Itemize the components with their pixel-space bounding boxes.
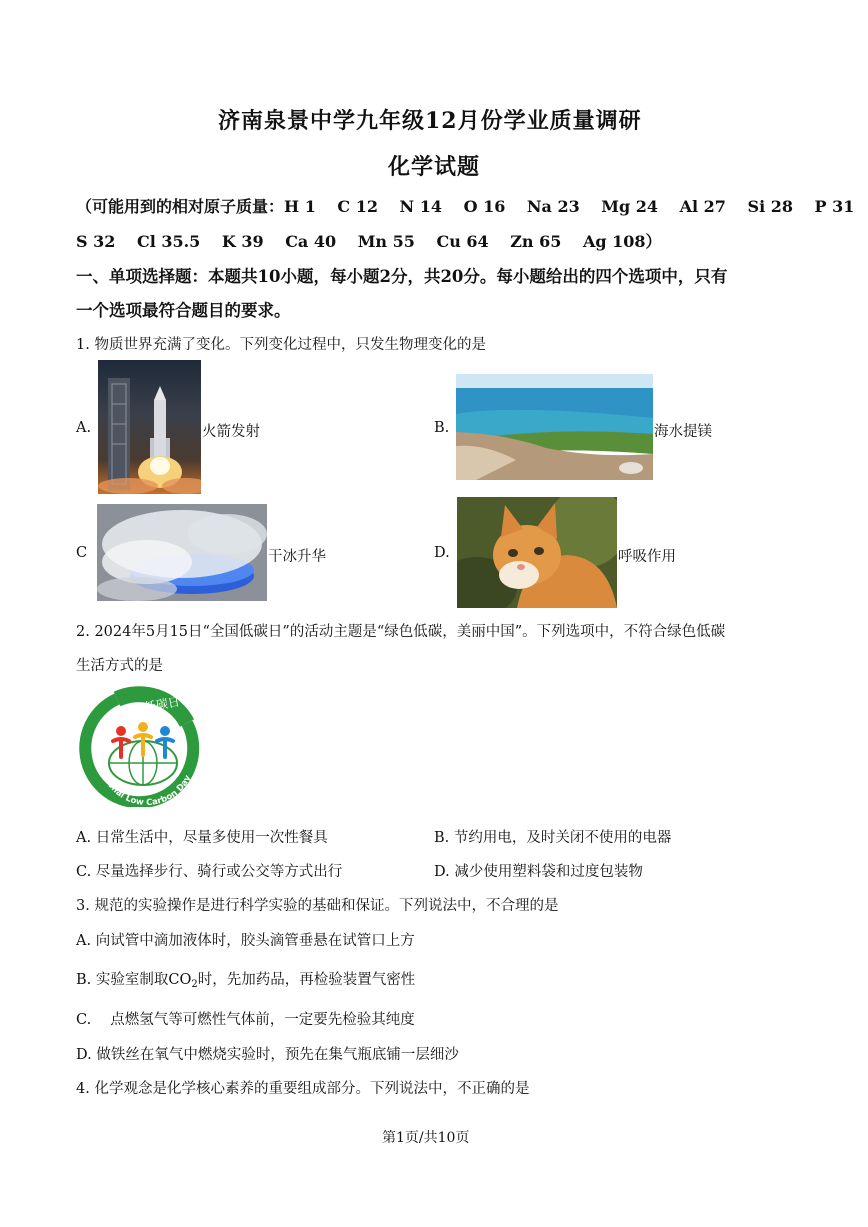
q1-stem: 1. 物质世界充满了变化。下列变化过程中，只发生物理变化的是 xyxy=(76,337,486,353)
q1-option-b-text: 海水提镁 xyxy=(654,424,712,440)
section-heading-line2: 一个选项最符合题目的要求。 xyxy=(76,301,291,320)
q3-option-b-post: 时，先加药品，再检验装置气密性 xyxy=(197,972,416,988)
q1-option-a-letter: A. xyxy=(76,420,92,436)
q3-option-c: C. 点燃氢气等可燃性气体前，一定要先检验其纯度 xyxy=(76,1012,415,1028)
q2-option-b: B. 节约用电，及时关闭不使用的电器 xyxy=(434,830,672,846)
rocket-launch-image xyxy=(98,360,201,494)
section-heading-line1: 一、单项选择题：本题共10小题，每小题2分，共20分。每小题给出的四个选项中，只有 xyxy=(76,267,728,286)
q2-option-a: A. 日常生活中，尽量多使用一次性餐具 xyxy=(76,830,328,846)
logo-ring-text: National Low Carbon Day xyxy=(96,764,194,807)
q3-stem: 3. 规范的实验操作是进行科学实验的基础和保证。下列说法中，不合理的是 xyxy=(76,898,559,914)
q1-option-b-letter: B. xyxy=(434,420,450,436)
page-number: 第1页/共10页 xyxy=(382,1130,470,1146)
q1-option-d-text: 呼吸作用 xyxy=(618,549,676,565)
q3-option-b xyxy=(76,968,415,990)
q2-stem-line2: 生活方式的是 xyxy=(76,658,163,674)
atomic-masses-line2: S 32 Cl 35.5 K 39 Ca 40 Mn 55 Cu 64 Zn 65 Ag 108） xyxy=(76,232,662,251)
q3-option-d: D. 做铁丝在氧气中燃烧实验时，预先在集气瓶底铺一层细沙 xyxy=(76,1047,459,1063)
q2-option-c: C. 尽量选择步行、骑行或公交等方式出行 xyxy=(76,864,343,880)
q3-option-b-subscript: 2 xyxy=(191,979,198,990)
low-carbon-day-logo xyxy=(77,685,207,807)
q1-option-c-letter: C xyxy=(76,545,88,561)
q1-option-d-letter: D. xyxy=(434,545,450,561)
dry-ice-image xyxy=(97,504,267,601)
page-subtitle: 化学试题 xyxy=(388,154,481,180)
q3-option-a: A. 向试管中滴加液体时，胶头滴管垂悬在试管口上方 xyxy=(76,933,415,949)
q2-option-d: D. 减少使用塑料袋和过度包装物 xyxy=(434,864,643,880)
atomic-masses-line1: （可能用到的相对原子质量：H 1 C 12 N 14 O 16 Na 23 Mg 24 Al 27 Si 28 P 31 xyxy=(76,197,855,216)
q2-stem-line1: 2. 2024年5月15日“全国低碳日”的活动主题是“绿色低碳，美丽中国”。下列选项中，不符合绿色低碳 xyxy=(76,624,726,640)
q1-option-c-text: 干冰升华 xyxy=(268,549,326,565)
seawater-image xyxy=(456,374,653,480)
cat-image xyxy=(457,497,617,608)
logo-top-text: 全国低碳日 xyxy=(119,694,181,719)
q3-option-b-pre: B. 实验室制取CO xyxy=(76,972,192,988)
q1-option-a-text: 火箭发射 xyxy=(202,424,260,440)
page-title: 济南泉景中学九年级12月份学业质量调研 xyxy=(218,108,642,134)
q4-stem: 4. 化学观念是化学核心素养的重要组成部分。下列说法中，不正确的是 xyxy=(76,1081,530,1097)
